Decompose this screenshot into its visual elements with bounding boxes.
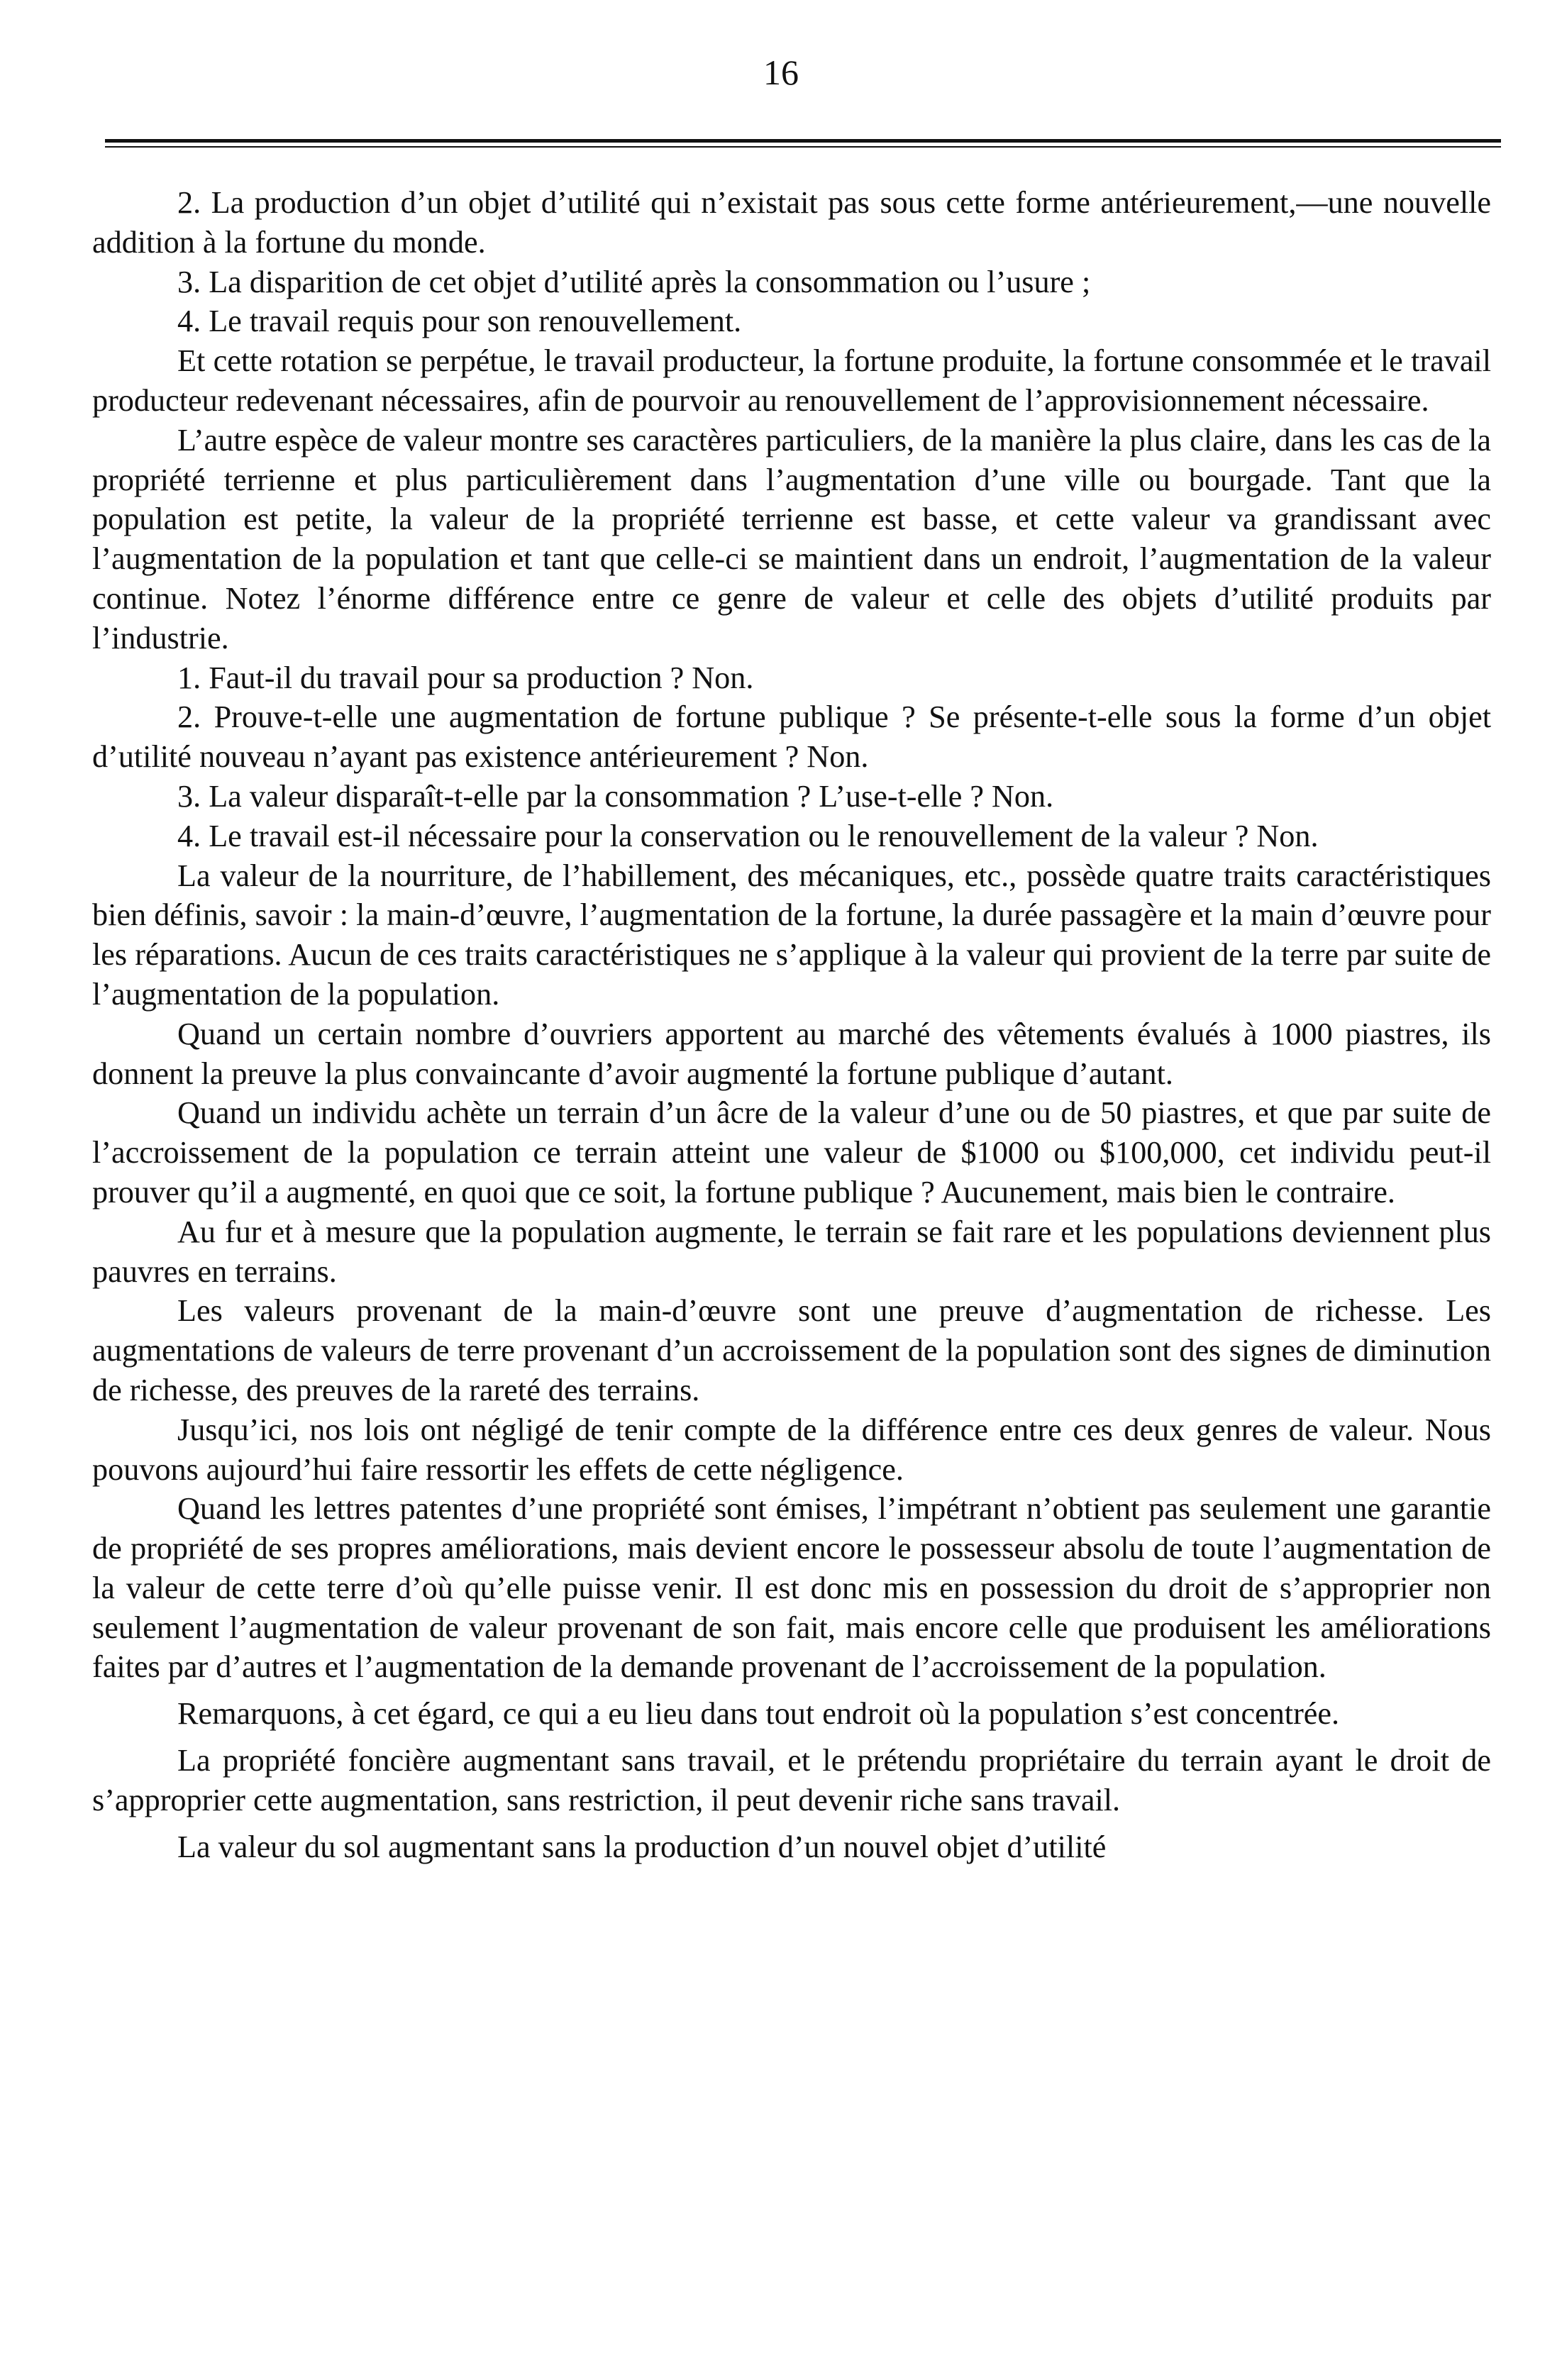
paragraph-labor-values: Les valeurs provenant de la main-d’œuvre sont une preuve d’augmentation de richesse. Les augmentations de valeurs de terre provenant d’un accroissement de la population sont des signes de diminution de richesse, des preuves de la rareté des terrains. [92,1293,1491,1407]
paragraph-food-value: La valeur de la nourriture, de l’habillement, des mécaniques, etc., possède quatre traits caractéristiques bien définis, savoir : la main-d’œuvre, l’augmentation de la fortune, la durée passagère et la main d’œuvre pour les réparations. Aucun de ces traits caractéristiques ne s’applique à la valeur qui provient de la terre par suite de l’augmentation de la population. [92,858,1491,1012]
paragraph-rotation: Et cette rotation se perpétue, le travail producteur, la fortune produite, la fortune consommée et le travail producteur redevenant nécessaires, afin de pourvoir au renouvellement de l’approvisionnement nécessaire. [92,343,1491,418]
paragraph-letters-patent: Quand les lettres patentes d’une propriété sont émises, l’impétrant n’obtient pas seulement une garantie de propriété de ses propres améliorations, mais devient encore le possesseur absolu de toute l’augmentation de la valeur de cette terre d’où qu’elle puisse venir. Il est donc mis en possession du droit de s’approprier non seulement l’augmentation de valeur provenant de son fait, mais encore celle que produisent les améliorations faites par d’autres et l’augmentation de la demande provenant de l’accroissement de la population. [92,1491,1491,1685]
paragraph-soil-value: La valeur du sol augmentant sans la production d’un nouvel objet d’utilité [177,1829,1107,1864]
paragraph-question-1: 1. Faut-il du travail pour sa production ? Non. [177,660,754,695]
body-text [92,183,1491,1866]
paragraph-workers: Quand un certain nombre d’ouvriers apportent au marché des vêtements évalués à 1000 piastres, ils donnent la preuve la plus convaincante d’avoir augmenté la fortune publique d’autant. [92,1016,1491,1091]
paragraph-population-growth: Au fur et à mesure que la population augmente, le terrain se fait rare et les populations deviennent plus pauvres en terrains. [92,1214,1491,1289]
paragraph-question-3: 3. La valeur disparaît-t-elle par la consommation ? L’use-t-elle ? Non. [177,778,1054,814]
paragraph-laws: Jusqu’ici, nos lois ont négligé de tenir compte de la différence entre ces deux genres de valeur. Nous pouvons aujourd’hui faire ressortir les effets de cette négligence. [92,1412,1491,1487]
page-number: 16 [763,52,799,92]
paragraph-land-property: La propriété foncière augmentant sans travail, et le prétendu propriétaire du terrain ayant le droit de s’approprier cette augmentation, sans restriction, il peut devenir riche sans travail. [92,1743,1491,1817]
paragraph-question-4: 4. Le travail est-il nécessaire pour la conservation ou le renouvellement de la valeur ? Non. [177,818,1319,853]
paragraph-land-purchase: Quand un individu achète un terrain d’un âcre de la valeur d’une ou de 50 piastres, et que par suite de l’accroissement de la population ce terrain atteint une valeur de $1000 ou $100,000, cet individu peut-il prouver qu’il a augmenté, en quoi que ce soit, la fortune publique ? Aucunement, mais bien le contraire. [92,1095,1491,1210]
paragraph-remark: Remarquons, à cet égard, ce qui a eu lieu dans tout endroit où la population s’est concentrée. [177,1696,1340,1732]
header-rule-thick [105,139,1501,143]
paragraph-list-item-4: 4. Le travail requis pour son renouvellement. [177,304,742,339]
paragraph-other-value: L’autre espèce de valeur montre ses caractères particuliers, de la manière la plus claire, dans les cas de la propriété terrienne et plus particulièrement dans l’augmentation d’une ville ou bourgade. Tant que la population est petite, la valeur de la propriété terrienne est basse, et cette valeur va grandissant avec l’augmentation de la population et tant que celle-ci se maintient dans un endroit, l’augmentation de la valeur continue. Notez l’énorme différence entre ce genre de valeur et celle des objets d’utilité produits par l’industrie. [92,422,1491,655]
paragraph-question-2: 2. Prouve-t-elle une augmentation de fortune publique ? Se présente-t-elle sous la forme d’un objet d’utilité nouveau n’ayant pas existence antérieurement ? Non. [92,699,1491,775]
paragraph-list-item-2: 2. La production d’un objet d’utilité qui n’existait pas sous cette forme antérieurement,—une nouvelle addition à la fortune du monde. [92,185,1491,260]
paragraph-list-item-3: 3. La disparition de cet objet d’utilité après la consommation ou l’usure ; [177,264,1091,299]
header-rule-thin [105,146,1501,148]
